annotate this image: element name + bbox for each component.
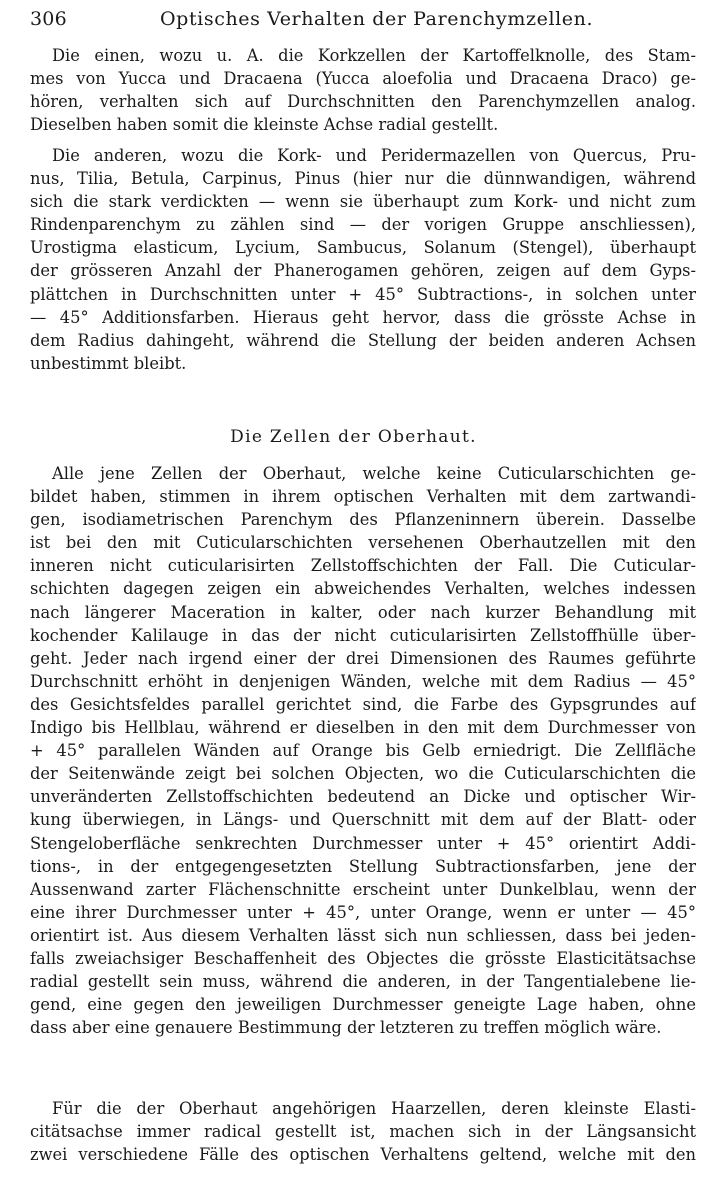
running-title: Optisches Verhalten der Parenchymzellen. <box>160 8 594 30</box>
text-line: Für die der Oberhaut angehörigen Haarzellen, deren kleinste Elasti- <box>52 1099 696 1118</box>
text-line: gen, isodiametrischen Parenchym des Pflanzeninnern überein. Dasselbe <box>30 510 696 530</box>
text-line: mes von Yucca und Dracaena (Yucca aloefolia und Dracaena Draco) ge- <box>30 69 696 89</box>
text-line: — 45° Additionsfarben. Hieraus geht hervor, dass die grösste Achse in <box>30 307 696 327</box>
paragraph-hair-cells <box>30 1097 696 1166</box>
text-line: eine ihrer Durchmesser unter + 45°, unter Orange, wenn er unter — 45° <box>30 902 696 922</box>
text-line: Indigo bis Hellblau, während er dieselben in den mit dem Durchmesser von <box>30 718 696 738</box>
text-line: unbestimmt bleibt. <box>30 353 187 373</box>
text-line: Durchschnitt erhöht in denjenigen Wänden, welche mit dem Radius — 45° <box>30 671 696 691</box>
text-line: kochender Kalilauge in das der nicht cuticularisirten Zellstoffhülle über- <box>30 625 696 645</box>
text-line: + 45° parallelen Wänden auf Orange bis Gelb erniedrigt. Die Zellfläche <box>30 741 696 761</box>
text-line: Rindenparenchym zu zählen sind — der vorigen Gruppe anschliessen), <box>30 215 696 235</box>
text-line: ist bei den mit Cuticularschichten versehenen Oberhautzellen mit den <box>30 533 696 553</box>
text-line: unveränderten Zellstoffschichten bedeutend an Dicke und optischer Wir- <box>30 787 696 807</box>
text-line: der Seitenwände zeigt bei solchen Objecten, wo die Cuticularschichten die <box>30 764 696 784</box>
page-number: 306 <box>30 8 67 30</box>
text-line: orientirt ist. Aus diesem Verhalten lässt sich nun schliessen, dass bei jeden- <box>30 925 696 945</box>
paragraph-cork-cells-second-group <box>30 144 696 375</box>
text-line: plättchen in Durchschnitten unter + 45° Subtractions-, in solchen unter <box>30 284 696 304</box>
text-line: kung überwiegen, in Längs- und Querschnitt mit dem auf der Blatt- oder <box>30 810 696 830</box>
text-line: inneren nicht cuticularisirten Zellstoffschichten der Fall. Die Cuticular- <box>30 556 696 576</box>
text-line: nus, Tilia, Betula, Carpinus, Pinus (hier nur die dünnwandigen, während <box>30 169 696 189</box>
paragraph-cork-cells-first-group <box>30 44 696 136</box>
text-line: bildet haben, stimmen in ihrem optischen Verhalten mit dem zartwandi- <box>30 487 696 507</box>
text-line: sich die stark verdickten — wenn sie überhaupt zum Kork- und nicht zum <box>30 192 696 212</box>
section-heading: Die Zellen der Oberhaut. <box>230 427 477 447</box>
text-line: falls zweiachsiger Beschaffenheit des Objectes die grösste Elasticitätsachse <box>30 948 696 968</box>
text-line: zwei verschiedene Fälle des optischen Verhaltens geltend, welche mit den <box>30 1145 696 1165</box>
text-line: gend, eine gegen den jeweiligen Durchmesser geneigte Lage haben, ohne <box>30 995 696 1015</box>
text-line: Aussenwand zarter Flächenschnitte erscheint unter Dunkelblau, wenn der <box>30 879 696 899</box>
text-line: dass aber eine genauere Bestimmung der letzteren zu treffen möglich wäre. <box>30 1018 662 1038</box>
text-line: radial gestellt sein muss, während die anderen, in der Tangentialebene lie- <box>30 972 696 992</box>
paragraph-epidermis-cells <box>30 462 696 1039</box>
text-line: nach längerer Maceration in kalter, oder nach kurzer Behandlung mit <box>30 602 696 622</box>
text-line: Stengeloberfläche senkrechten Durchmesser unter + 45° orientirt Addi- <box>30 833 696 853</box>
text-line: hören, verhalten sich auf Durchschnitten den Parenchymzellen analog. <box>30 92 696 112</box>
text-line: Dieselben haben somit die kleinste Achse radial gestellt. <box>30 115 499 135</box>
text-line: dem Radius dahingeht, während die Stellung der beiden anderen Achsen <box>30 330 696 350</box>
text-line: Die anderen, wozu die Kork- und Peridermazellen von Quercus, Pru- <box>52 146 696 165</box>
text-line: geht. Jeder nach irgend einer der drei Dimensionen des Raumes geführte <box>30 648 696 668</box>
text-line: der grösseren Anzahl der Phanerogamen gehören, zeigen auf dem Gyps- <box>30 261 696 281</box>
text-line: Urostigma elasticum, Lycium, Sambucus, Solanum (Stengel), überhaupt <box>30 238 696 258</box>
text-line: tions-, in der entgegengesetzten Stellung Subtractionsfarben, jene der <box>30 856 696 876</box>
text-line: des Gesichtsfeldes parallel gerichtet sind, die Farbe des Gypsgrundes auf <box>30 694 696 714</box>
text-line: Alle jene Zellen der Oberhaut, welche keine Cuticularschichten ge- <box>52 464 696 483</box>
text-line: Die einen, wozu u. A. die Korkzellen der Kartoffelknolle, des Stam- <box>52 46 696 65</box>
page-header <box>30 8 690 38</box>
text-line: schichten dagegen zeigen ein abweichendes Verhalten, welches indessen <box>30 579 696 599</box>
text-line: citätsachse immer radical gestellt ist, machen sich in der Längsansicht <box>30 1122 696 1142</box>
